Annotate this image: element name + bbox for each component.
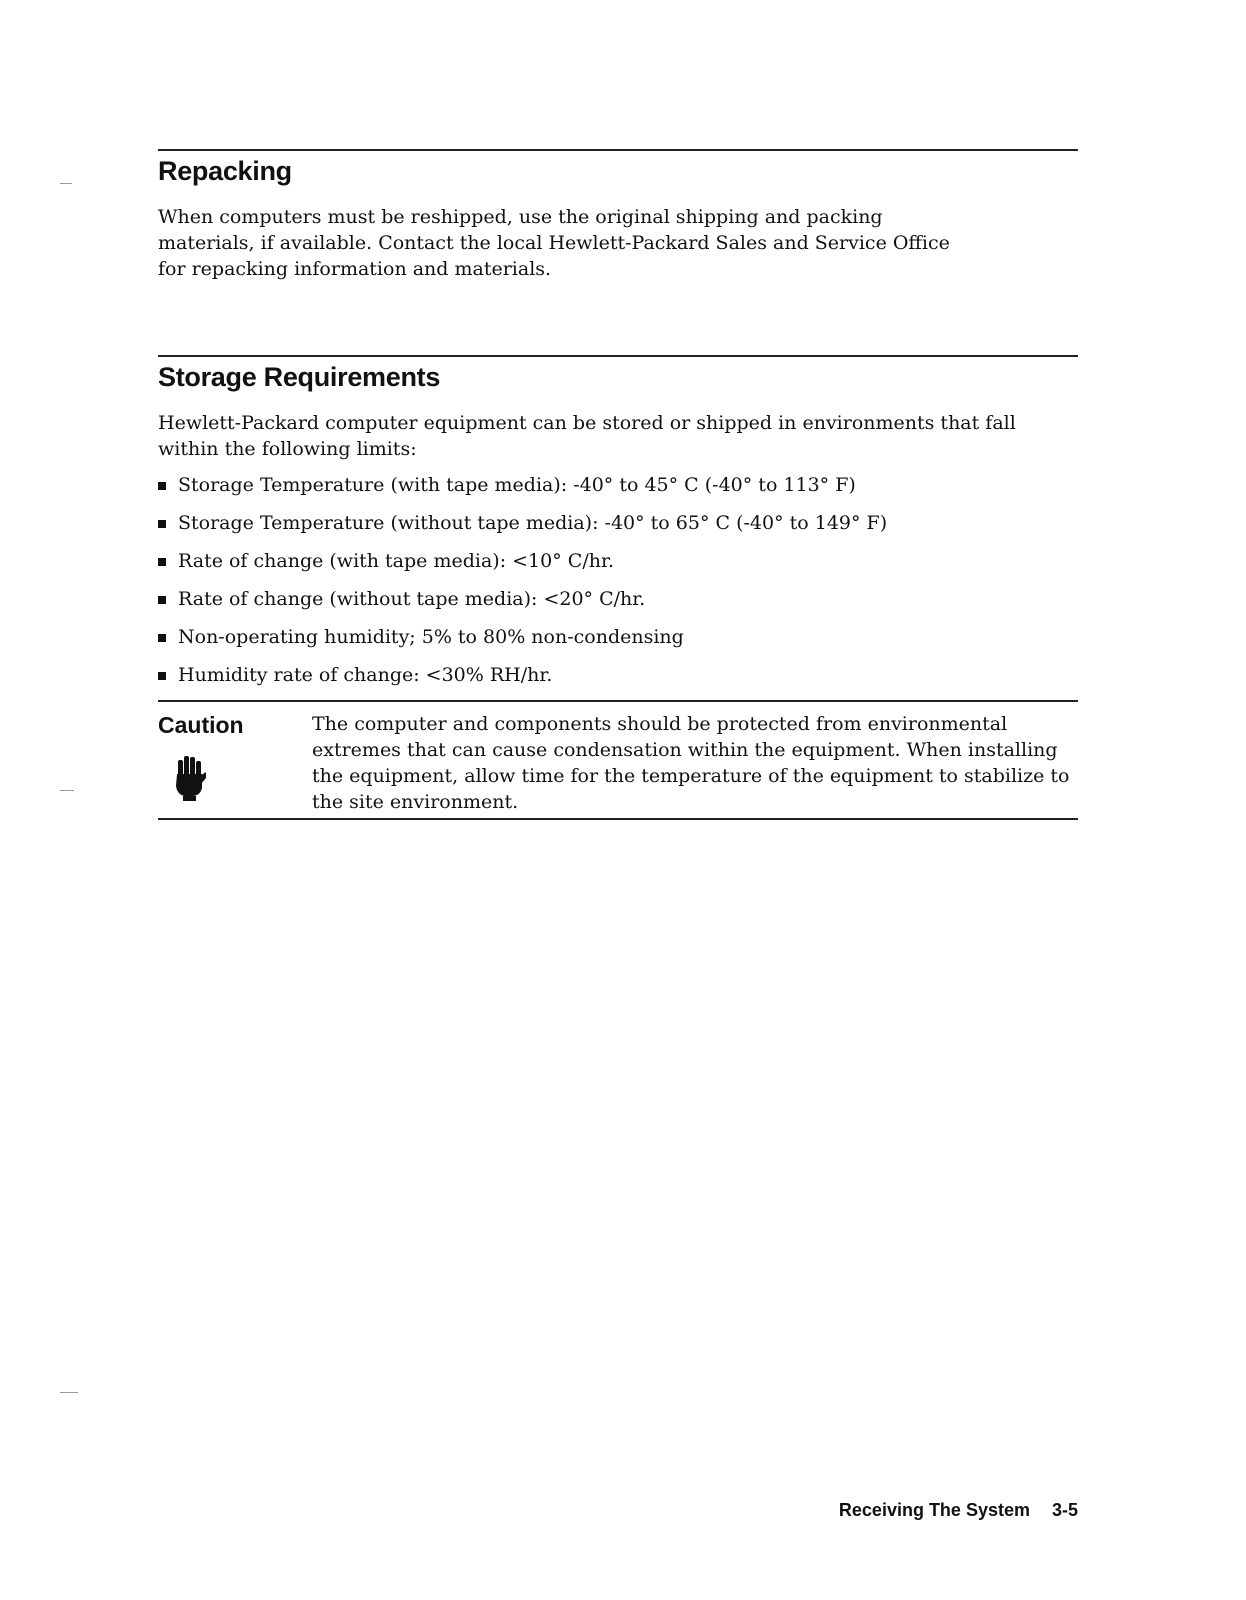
list-item-text: Storage Temperature (with tape media): -40° to 45° C (-40° to 113° F) [178, 474, 856, 496]
bullet-icon [158, 596, 166, 604]
list-item-text: Rate of change (with tape media): <10° C/hr. [178, 550, 614, 572]
footer-chapter-title: Receiving The System [838, 1500, 1030, 1520]
storage-limits-list [158, 472, 1058, 700]
margin-mark [60, 183, 72, 184]
list-item-text: Humidity rate of change: <30% RH/hr. [178, 664, 553, 686]
list-item [158, 510, 1058, 548]
storage-intro: Hewlett-Packard computer equipment can be stored or shipped in environments that fall within the following limits: [158, 412, 1016, 460]
caution-bottom-rule [158, 818, 1078, 820]
list-item [158, 624, 1058, 662]
list-item [158, 662, 1058, 700]
repacking-heading: Repacking [158, 156, 292, 186]
bullet-icon [158, 672, 166, 680]
bullet-icon [158, 634, 166, 642]
list-item-text: Rate of change (without tape media): <20° C/hr. [178, 588, 646, 610]
bullet-icon [158, 520, 166, 528]
list-item [158, 586, 1058, 624]
footer-page-number: 3-5 [1051, 1500, 1078, 1520]
caution-label: Caution [158, 712, 244, 738]
bullet-icon [158, 558, 166, 566]
repacking-body: When computers must be reshipped, use the original shipping and packing materials, if available. Contact the local Hewlett-Packard Sales and Service Office for repacking information and materials. [158, 206, 950, 280]
margin-mark [60, 790, 74, 791]
caution-text: The computer and components should be protected from environmental extremes that can cause condensation within the equipment. When installing the equipment, allow time for the temperature of the equipment to stabilize to the site environment. [312, 713, 1070, 813]
bullet-icon [158, 482, 166, 490]
page-footer [839, 1500, 1078, 1521]
list-item [158, 472, 1058, 510]
section-rule [158, 355, 1078, 357]
hand-stop-icon [172, 754, 208, 802]
section-rule [158, 149, 1078, 151]
storage-heading: Storage Requirements [158, 362, 441, 392]
margin-mark [60, 1392, 78, 1393]
list-item-text: Non-operating humidity; 5% to 80% non-condensing [178, 626, 684, 648]
list-item-text: Storage Temperature (without tape media): -40° to 65° C (-40° to 149° F) [178, 512, 888, 534]
list-item [158, 548, 1058, 586]
caution-top-rule [158, 700, 1078, 702]
